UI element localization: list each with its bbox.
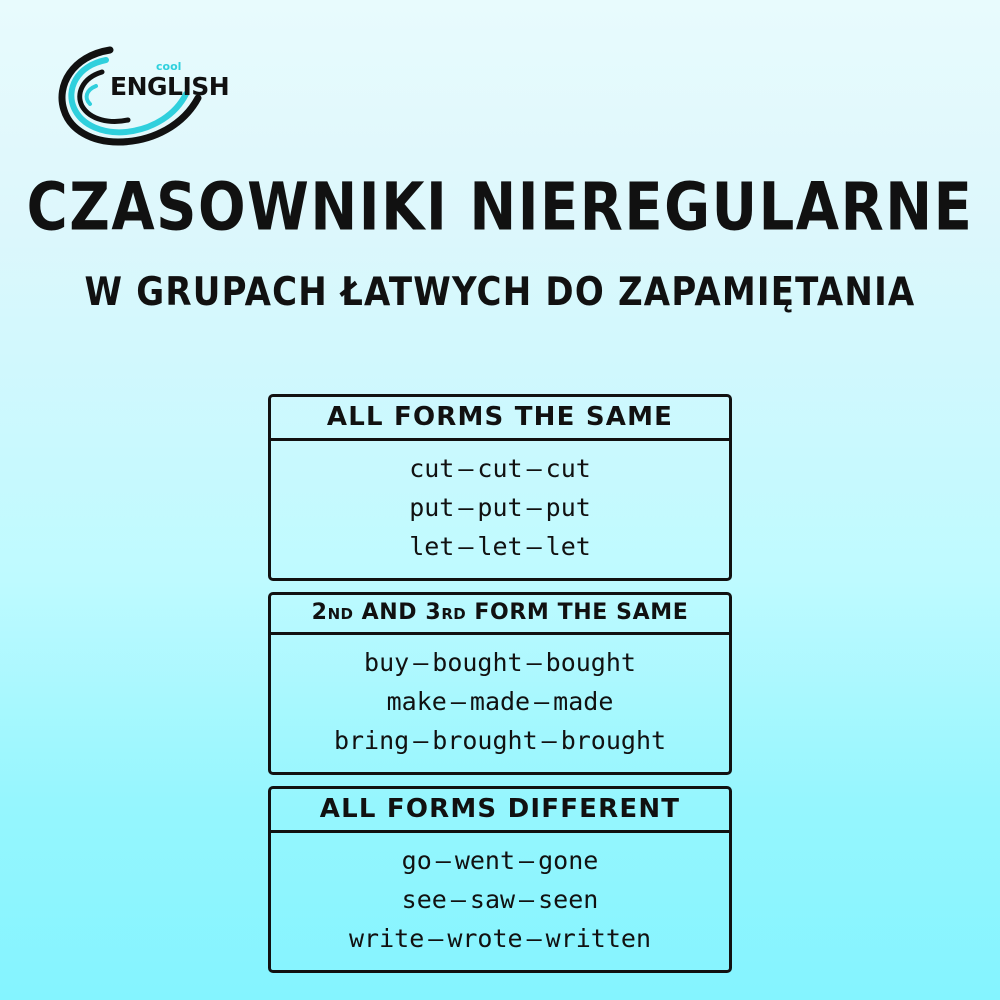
- verb-form-1: bring: [333, 726, 410, 755]
- verb-row: [271, 721, 729, 760]
- verb-form-3: brought: [560, 726, 667, 755]
- verb-row: [271, 527, 729, 566]
- verb-separator: –: [526, 648, 542, 677]
- verb-form-2: brought: [432, 726, 538, 755]
- verb-form-3: cut: [545, 454, 591, 483]
- verb-groups: [268, 394, 732, 984]
- verb-form-2: went: [454, 846, 516, 875]
- verb-separator: –: [541, 726, 557, 755]
- verb-separator: –: [526, 532, 542, 561]
- verb-form-3: bought: [545, 648, 636, 677]
- verb-form-2: saw: [469, 885, 516, 914]
- verb-form-2: let: [477, 532, 523, 561]
- verb-form-2: made: [469, 687, 531, 716]
- verb-separator: –: [519, 885, 535, 914]
- header-ordinal-suffix: RD: [441, 605, 467, 623]
- verb-form-3: gone: [538, 846, 599, 875]
- verb-form-1: buy: [364, 648, 410, 677]
- header-part: 2: [311, 600, 328, 625]
- verb-separator: –: [458, 454, 474, 483]
- verb-form-3: put: [545, 493, 591, 522]
- brand-tagline: cool: [156, 60, 182, 73]
- verb-group-header: ALL FORMS THE SAME: [271, 397, 729, 441]
- verb-separator: –: [458, 493, 474, 522]
- header-ordinal-suffix: ND: [327, 605, 354, 623]
- verb-form-1: let: [409, 532, 455, 561]
- verb-row: [271, 880, 729, 919]
- verb-separator: –: [413, 726, 429, 755]
- verb-form-3: made: [553, 687, 614, 716]
- verb-separator: –: [526, 493, 542, 522]
- verb-separator: –: [450, 687, 466, 716]
- verb-row: [271, 841, 729, 880]
- verb-separator: –: [450, 885, 466, 914]
- verb-separator: –: [413, 648, 429, 677]
- verb-group-body: [271, 833, 729, 970]
- header-part: AND 3: [353, 600, 442, 625]
- verb-separator: –: [428, 924, 444, 953]
- verb-separator: –: [458, 532, 474, 561]
- verb-form-1: write: [348, 924, 425, 953]
- verb-group-body: [271, 635, 729, 772]
- verb-form-3: written: [545, 924, 651, 953]
- verb-row: [271, 488, 729, 527]
- verb-row: [271, 449, 729, 488]
- verb-form-1: go: [401, 846, 432, 875]
- verb-form-3: seen: [538, 885, 599, 914]
- verb-form-1: make: [386, 687, 447, 716]
- verb-form-2: bought: [432, 648, 523, 677]
- brand-name-rest: LISH: [167, 72, 230, 101]
- verb-row: [271, 919, 729, 958]
- verb-group-header: ALL FORMS DIFFERENT: [271, 789, 729, 833]
- brand-name-main: ENG: [110, 72, 168, 101]
- verb-separator: –: [519, 846, 535, 875]
- verb-form-1: put: [409, 493, 455, 522]
- verb-form-2: cut: [477, 454, 523, 483]
- header-part: FORM THE SAME: [466, 600, 689, 625]
- verb-form-3: let: [545, 532, 591, 561]
- verb-row: [271, 682, 729, 721]
- verb-separator: –: [435, 846, 451, 875]
- brand-name: [110, 74, 229, 99]
- verb-form-2: wrote: [447, 924, 523, 953]
- page-title: CZASOWNIKI NIEREGULARNE: [26, 169, 974, 246]
- page-subtitle: W GRUPACH ŁATWYCH DO ZAPAMIĘTANIA: [84, 269, 916, 316]
- verb-group-card: [268, 592, 732, 775]
- verb-separator: –: [526, 454, 542, 483]
- verb-form-1: see: [401, 885, 447, 914]
- brand-logo[interactable]: [52, 42, 230, 147]
- verb-form-2: put: [477, 493, 523, 522]
- verb-separator: –: [534, 687, 550, 716]
- verb-row: [271, 643, 729, 682]
- verb-group-header: [271, 595, 729, 635]
- verb-form-1: cut: [409, 454, 455, 483]
- verb-group-card: [268, 786, 732, 973]
- verb-group-card: [268, 394, 732, 581]
- verb-group-body: [271, 441, 729, 578]
- verb-separator: –: [526, 924, 542, 953]
